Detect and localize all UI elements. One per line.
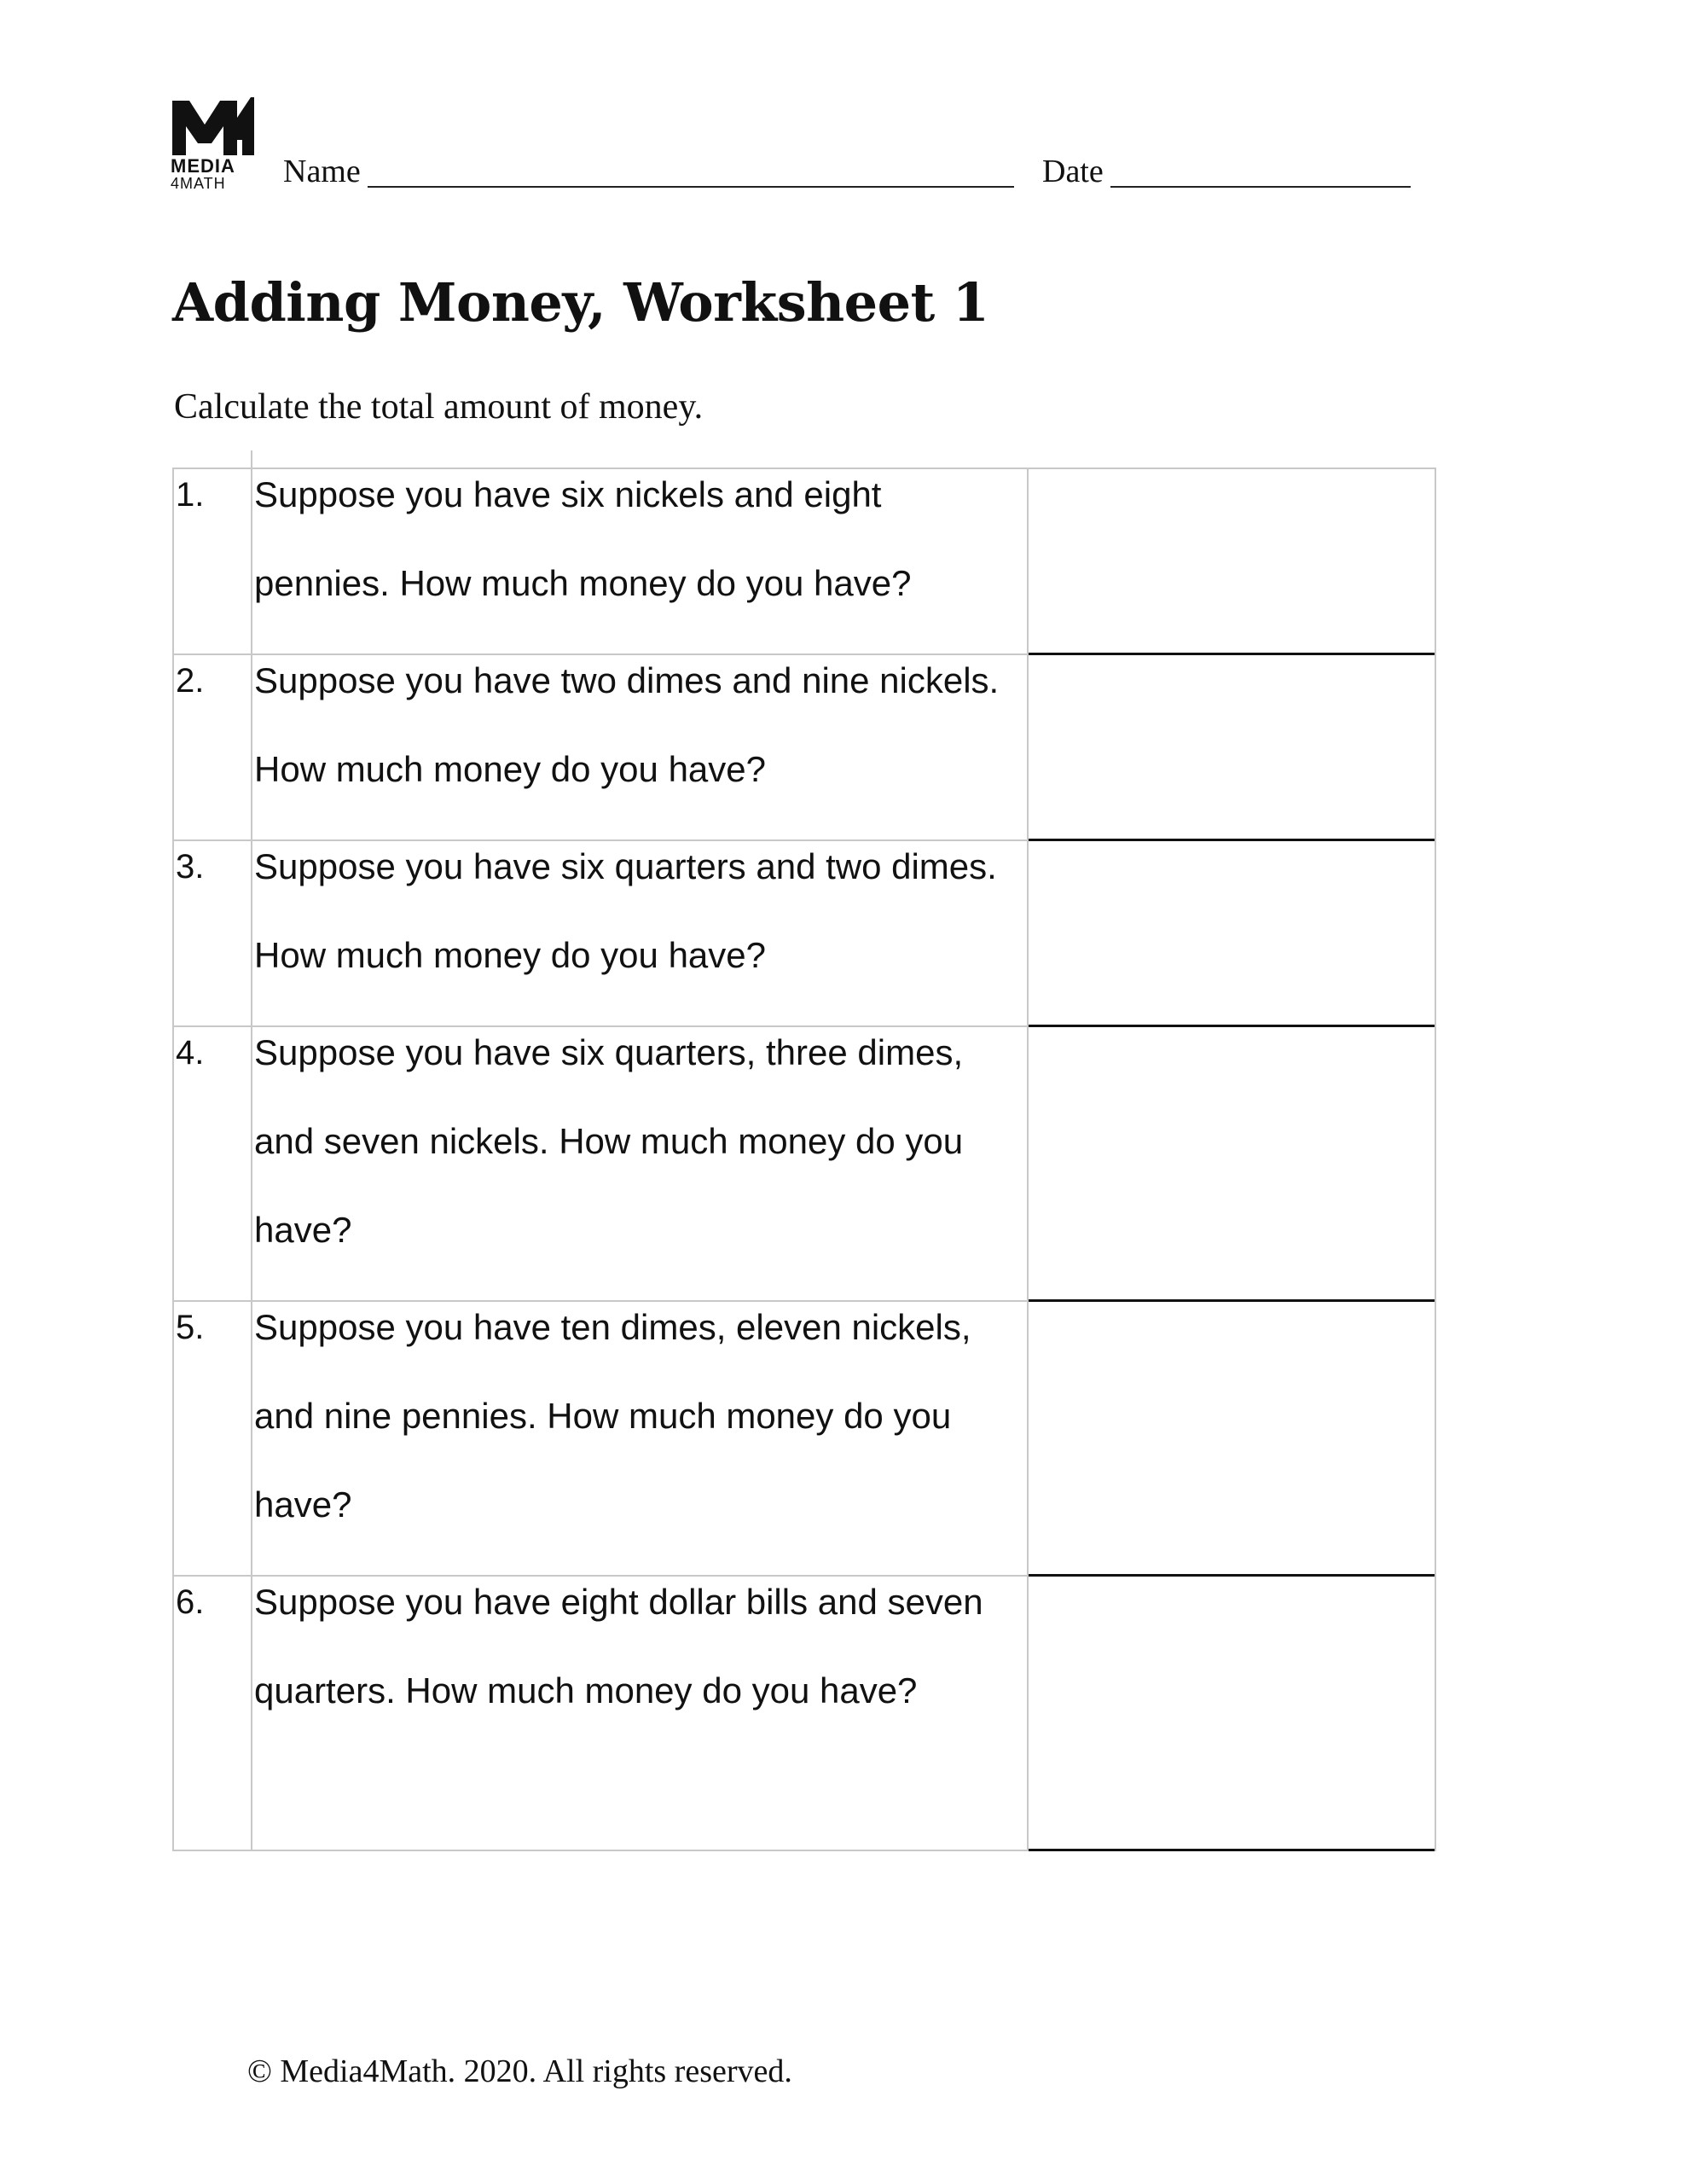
question-text-cell [252, 1302, 1029, 1575]
question-text: Suppose you have ten dimes, eleven nickels, and nine pennies. How much money do you have? [254, 1307, 971, 1525]
question-row [174, 1575, 1435, 1850]
date-field[interactable] [1042, 155, 1411, 188]
question-text-cell [252, 469, 1029, 653]
answer-cell[interactable] [1029, 655, 1435, 839]
date-label: Date [1042, 154, 1104, 189]
question-text: Suppose you have six quarters, three dimes, and seven nickels. How much money do you have? [254, 1032, 964, 1250]
name-field[interactable] [283, 155, 1014, 188]
answer-cell[interactable] [1029, 841, 1435, 1025]
logo-text-media: MEDIA [171, 155, 235, 177]
question-text: Suppose you have two dimes and nine nickels. How much money do you have? [254, 660, 1000, 789]
answer-cell[interactable] [1029, 1577, 1435, 1850]
m-logo-icon [171, 96, 256, 157]
answer-cell[interactable] [1029, 1302, 1435, 1575]
question-text: Suppose you have eight dollar bills and seven quarters. How much money do you have? [254, 1582, 983, 1711]
question-number: 4. [174, 1008, 252, 1300]
instructions: Calculate the total amount of money. [174, 387, 704, 427]
date-blank-line[interactable] [1110, 157, 1411, 188]
question-text-cell [252, 655, 1029, 839]
question-text: Suppose you have six quarters and two dimes. How much money do you have? [254, 846, 997, 975]
questions-table [172, 468, 1436, 1851]
question-number: 3. [174, 822, 252, 1025]
question-text-cell [252, 1577, 1029, 1850]
question-number: 1. [174, 450, 252, 653]
name-label: Name [283, 154, 361, 189]
answer-cell[interactable] [1029, 1027, 1435, 1300]
page-title: Adding Money, Worksheet 1 [172, 271, 989, 334]
question-number: 2. [174, 636, 252, 839]
copyright-footer: © Media4Math. 2020. All rights reserved. [247, 2053, 792, 2089]
name-blank-line[interactable] [368, 157, 1014, 188]
question-text-cell [252, 841, 1029, 1025]
question-row [174, 839, 1435, 1025]
question-number: 5. [174, 1283, 252, 1575]
logo-text-4math: 4MATH [171, 175, 226, 192]
question-row [174, 469, 1435, 653]
question-row [174, 1300, 1435, 1575]
answer-cell[interactable] [1029, 469, 1435, 653]
media4math-logo [171, 96, 256, 191]
question-row [174, 653, 1435, 839]
question-row [174, 1025, 1435, 1300]
answer-line [1029, 1849, 1435, 1851]
question-number: 6. [174, 1558, 252, 1850]
question-text: Suppose you have six nickels and eight pennies. How much money do you have? [254, 474, 912, 603]
question-text-cell [252, 1027, 1029, 1300]
